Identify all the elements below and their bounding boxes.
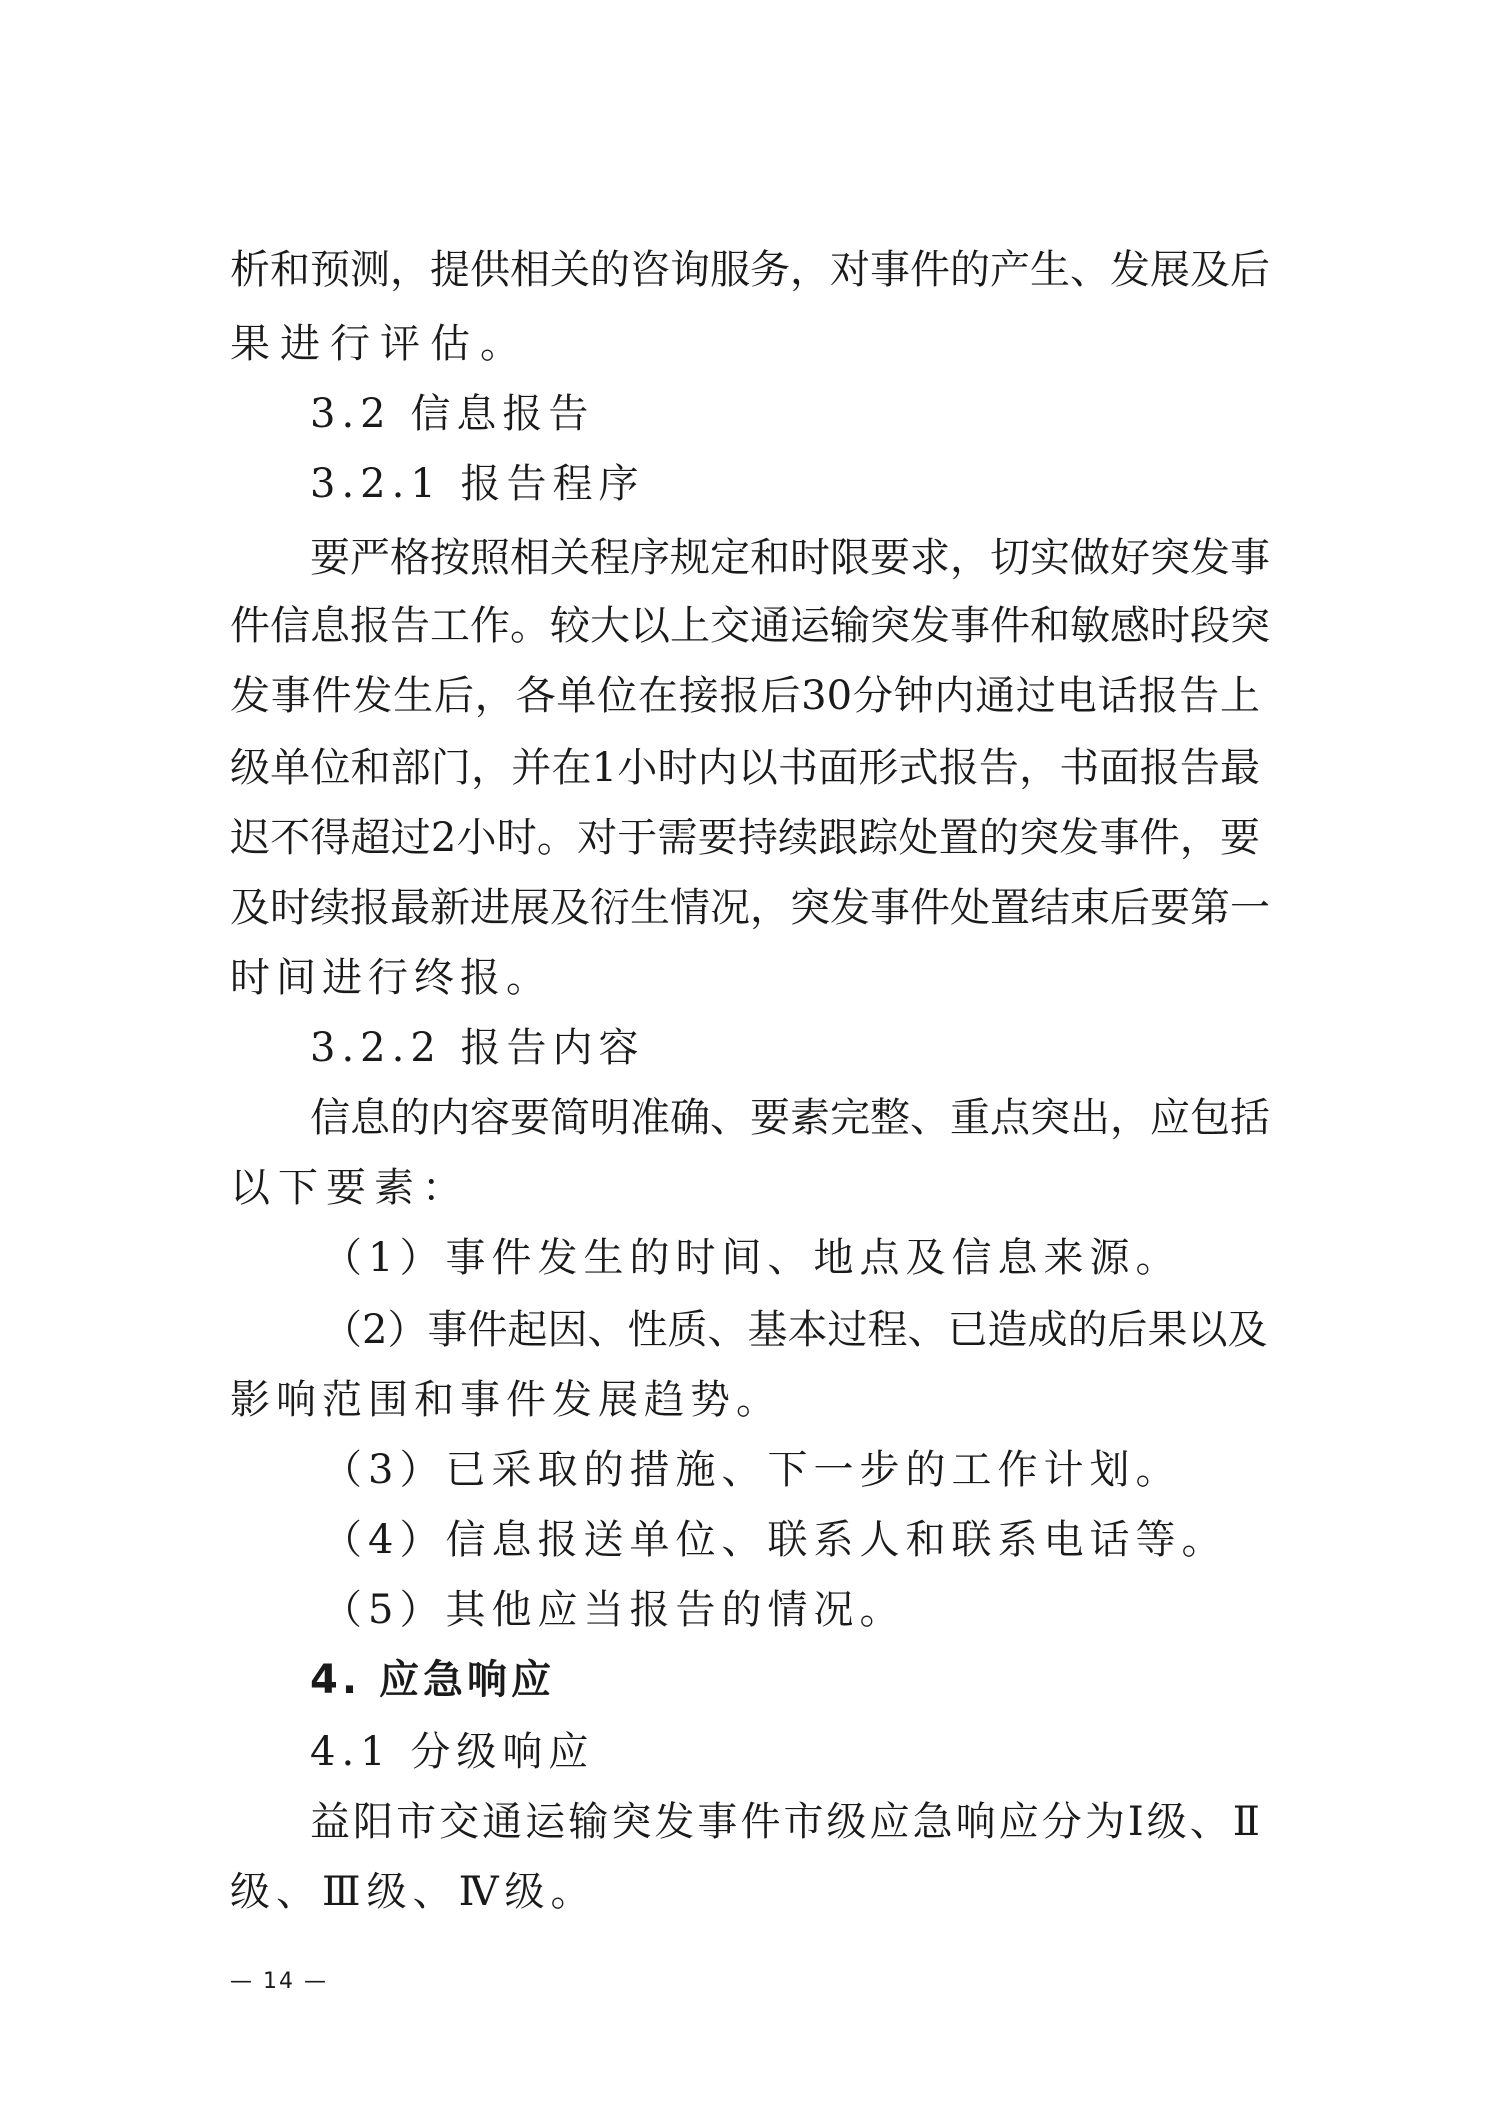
- section-heading: 4.1 分级响应: [310, 1729, 595, 1775]
- body-text-line: 以下要素：: [230, 1165, 470, 1211]
- body-text-line: 件信息报告工作。较大以上交通运输突发事件和敏感时段突: [230, 603, 1270, 649]
- body-text-line: 信息的内容要简明准确、要素完整、重点突出，应包括: [310, 1095, 1270, 1141]
- list-item: （1）事件发生的时间、地点及信息来源。: [322, 1235, 1182, 1281]
- list-item: （5）其他应当报告的情况。: [322, 1587, 906, 1633]
- body-text-line: 级、Ⅲ级、Ⅳ级。: [230, 1869, 597, 1915]
- body-text-line: 析和预测，提供相关的咨询服务，对事件的产生、发展及后: [230, 247, 1270, 293]
- subsection-heading: 3.2.1 报告程序: [310, 461, 645, 507]
- body-text-line: 时间进行终报。: [230, 955, 552, 1001]
- chapter-heading: 4. 应急响应: [310, 1657, 555, 1703]
- page-number: — 14 —: [230, 1969, 328, 1994]
- list-item: （2）事件起因、性质、基本过程、已造成的后果以及: [322, 1307, 1268, 1353]
- body-text-line: 发事件发生后，各单位在接报后30分钟内通过电话报告上: [230, 673, 1260, 719]
- subsection-heading: 3.2.2 报告内容: [310, 1025, 645, 1071]
- body-text-line: 要严格按照相关程序规定和时限要求，切实做好突发事: [310, 535, 1270, 581]
- section-heading: 3.2 信息报告: [310, 391, 595, 437]
- body-text-line: 迟不得超过2小时。对于需要持续跟踪处置的突发事件，要: [230, 815, 1260, 861]
- list-item-continuation: 影响范围和事件发展趋势。: [230, 1377, 782, 1423]
- body-text-line: 及时续报最新进展及衍生情况，突发事件处置结束后要第一: [230, 885, 1270, 931]
- body-text-line: 益阳市交通运输突发事件市级应急响应分为Ⅰ级、Ⅱ: [310, 1799, 1260, 1845]
- list-item: （3）已采取的措施、下一步的工作计划。: [322, 1447, 1182, 1493]
- body-text-line: 级单位和部门，并在1小时内以书面形式报告，书面报告最: [230, 745, 1260, 791]
- body-text-line: 果进行评估。: [230, 321, 530, 367]
- list-item: （4）信息报送单位、联系人和联系电话等。: [322, 1517, 1228, 1563]
